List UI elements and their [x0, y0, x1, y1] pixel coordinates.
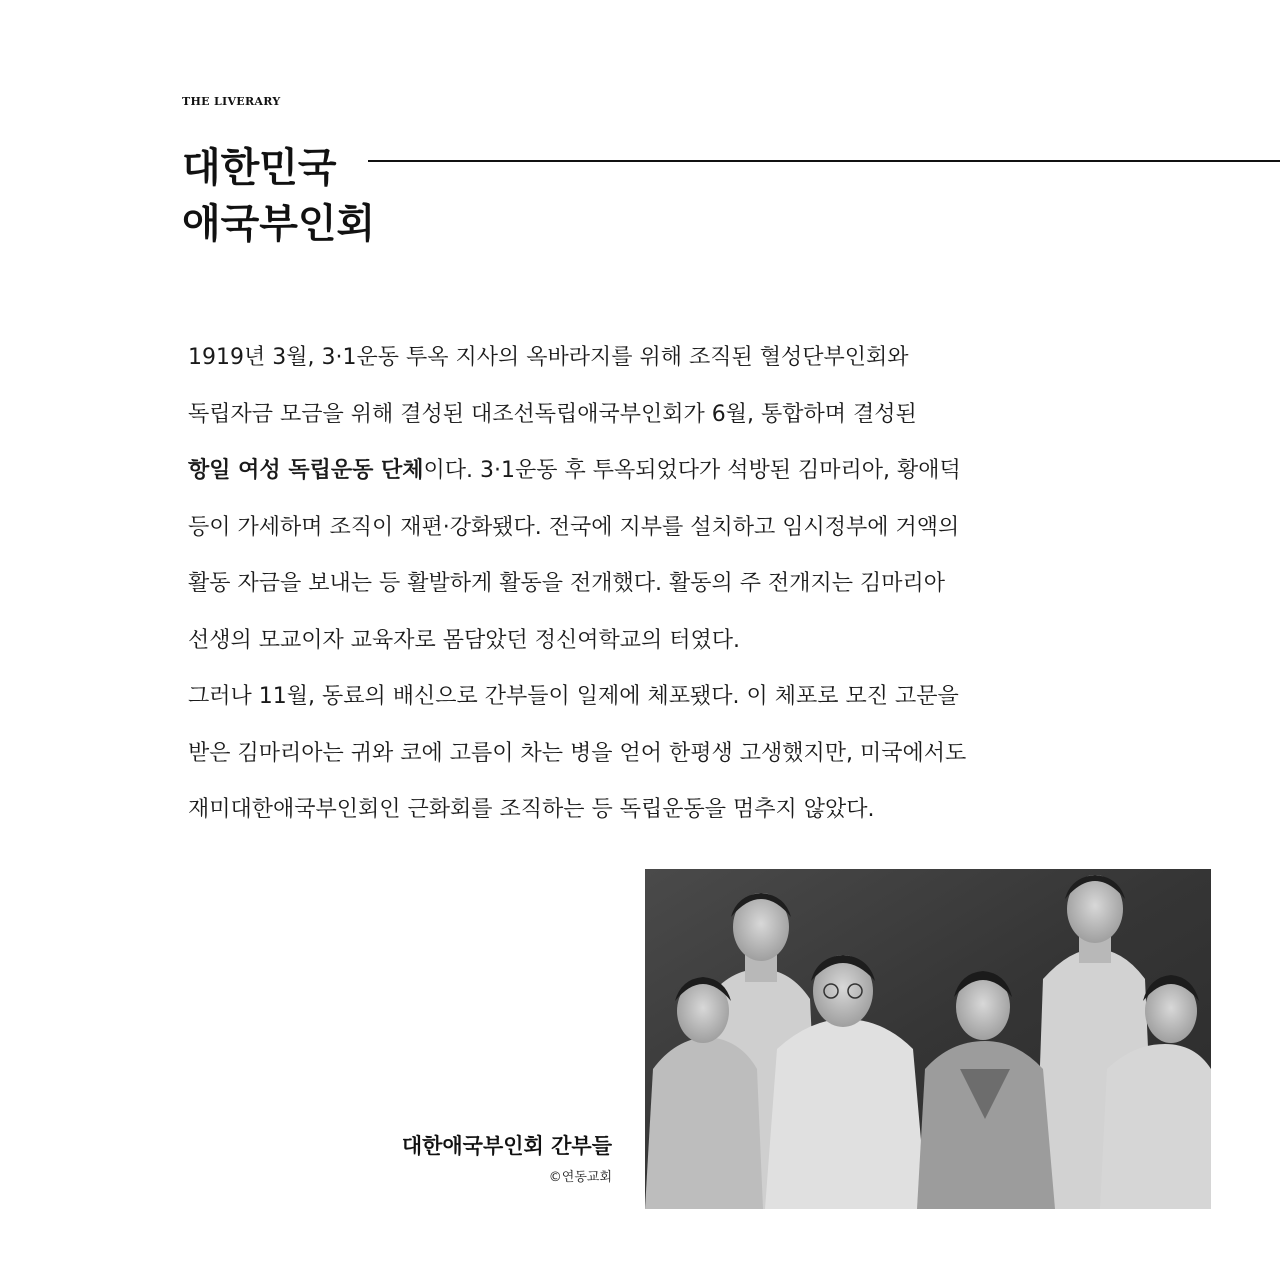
photo-caption [402, 1131, 612, 1185]
brand-label: THE LIVERARY [182, 95, 281, 108]
body-line: 받은 김마리아는 귀와 코에 고름이 차는 병을 얻어 한평생 고생했지만, 미국에서도 [188, 740, 967, 766]
highlight-text: 항일 여성 독립운동 단체 [188, 458, 424, 483]
body-line: 등이 가세하며 조직이 재편·강화됐다. 전국에 지부를 설치하고 임시정부에 거액의 [188, 514, 960, 540]
body-line: 1919년 3월, 3·1운동 투옥 지사의 옥바라지를 위해 조직된 혈성단부인회와 [188, 345, 909, 370]
body-line: 항일 여성 독립운동 단체이다. 3·1운동 후 투옥되었다가 석방된 김마리아, 황애덕 [188, 458, 961, 483]
title-line-2: 애국부인회 [182, 201, 376, 247]
body-line: 재미대한애국부인회인 근화회를 조직하는 등 독립운동을 멈추지 않았다. [188, 797, 875, 822]
article-body [188, 330, 1088, 839]
body-line: 선생의 모교이자 교육자로 몸담았던 정신여학교의 터였다. [188, 627, 741, 653]
body-line: 그러나 11월, 동료의 배신으로 간부들이 일제에 체포됐다. 이 체포로 모진 고문을 [188, 684, 959, 709]
caption-credit: ©연동교회 [548, 1170, 612, 1185]
body-line: 독립자금 모금을 위해 결성된 대조선독립애국부인회가 6월, 통합하며 결성된 [188, 401, 917, 427]
page-title [182, 140, 375, 252]
group-portrait-photo [645, 869, 1211, 1209]
body-line: 활동 자금을 보내는 등 활발하게 활동을 전개했다. 활동의 주 전개지는 김마리아 [188, 571, 945, 596]
title-line-1: 대한민국 [182, 145, 337, 191]
caption-title: 대한애국부인회 간부들 [401, 1134, 612, 1158]
title-divider [368, 160, 1280, 162]
